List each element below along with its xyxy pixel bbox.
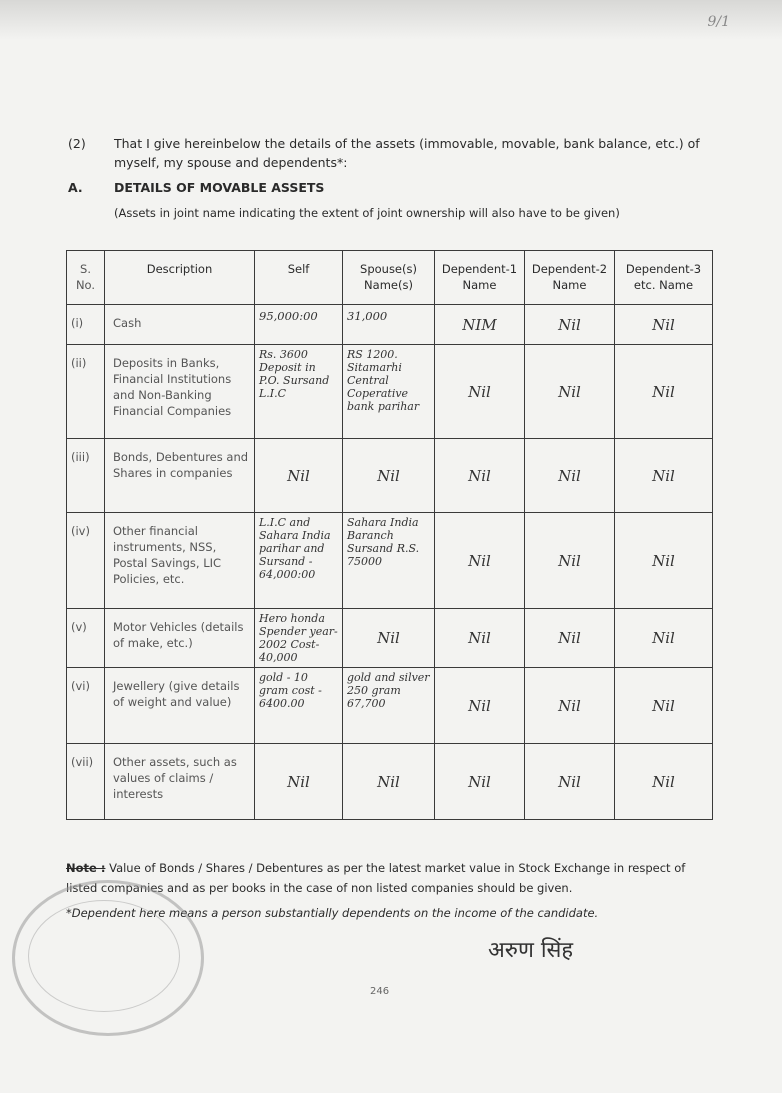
row-self: Nil (255, 744, 343, 820)
row-sno: (ii) (67, 345, 105, 439)
row-sno: (v) (67, 609, 105, 668)
row-dependent-1: NIM (435, 305, 525, 345)
row-dependent-2: Nil (525, 345, 615, 439)
header-dependent-3: Dependent-3 etc. Name (615, 251, 713, 305)
row-description: Other financial instruments, NSS, Postal Savings, LIC Policies, etc. (105, 513, 255, 609)
row-description: Cash (105, 305, 255, 345)
header-dependent-1: Dependent-1 Name (435, 251, 525, 305)
row-description: Bonds, Debentures and Shares in companies (105, 439, 255, 513)
row-dependent-3: Nil (615, 668, 713, 744)
signature: अरुण सिंह (488, 938, 574, 963)
row-dependent-1: Nil (435, 609, 525, 668)
row-dependent-3: Nil (615, 345, 713, 439)
intro-number: (2) (68, 136, 86, 151)
note-label: Note : (66, 861, 106, 875)
header-dependent-2: Dependent-2 Name (525, 251, 615, 305)
header-description: Description (105, 251, 255, 305)
row-dependent-3: Nil (615, 513, 713, 609)
row-description: Motor Vehicles (details of make, etc.) (105, 609, 255, 668)
row-sno: (iv) (67, 513, 105, 609)
row-description: Jewellery (give details of weight and value) (105, 668, 255, 744)
table-row (67, 668, 713, 744)
note (66, 858, 716, 898)
row-dependent-1: Nil (435, 345, 525, 439)
row-spouse: Sahara India Baranch Sursand R.S. 75000 (343, 513, 435, 609)
row-description: Deposits in Banks, Financial Institutions and Non-Banking Financial Companies (105, 345, 255, 439)
row-dependent-2: Nil (525, 439, 615, 513)
scan-shadow (0, 0, 782, 40)
header-spouse: Spouse(s) Name(s) (343, 251, 435, 305)
row-dependent-3: Nil (615, 305, 713, 345)
note-text: Value of Bonds / Shares / Debentures as per the latest market value in Stock Exchange in respect of listed companies and as per books in the case of non listed companies should be given. (66, 861, 686, 895)
table-row (67, 439, 713, 513)
section-subtitle: (Assets in joint name indicating the extent of joint ownership will also have to be given) (114, 206, 620, 220)
table-row (67, 305, 713, 345)
row-dependent-3: Nil (615, 439, 713, 513)
table-row (67, 744, 713, 820)
row-spouse: 31,000 (343, 305, 435, 345)
table-row (67, 345, 713, 439)
row-dependent-2: Nil (525, 513, 615, 609)
row-spouse: Nil (343, 609, 435, 668)
row-spouse: RS 1200. Sitamarhi Central Coperative bank parihar (343, 345, 435, 439)
row-self: L.I.C and Sahara India parihar and Sursand - 64,000:00 (255, 513, 343, 609)
official-stamp-inner-ring (28, 900, 180, 1012)
header-sno: S. No. (67, 251, 105, 305)
row-dependent-1: Nil (435, 439, 525, 513)
corner-mark: 9/1 (707, 14, 730, 30)
table-row (67, 513, 713, 609)
row-self: gold - 10 gram cost - 6400.00 (255, 668, 343, 744)
row-sno: (iii) (67, 439, 105, 513)
intro-text: That I give hereinbelow the details of the assets (immovable, movable, bank balance, etc.) of myself, my spouse and dependents*: (114, 136, 700, 170)
row-dependent-3: Nil (615, 744, 713, 820)
row-dependent-1: Nil (435, 744, 525, 820)
row-dependent-2: Nil (525, 305, 615, 345)
row-spouse: Nil (343, 744, 435, 820)
row-dependent-2: Nil (525, 744, 615, 820)
row-self: 95,000:00 (255, 305, 343, 345)
dependent-footnote: *Dependent here means a person substantially dependents on the income of the candidate. (66, 906, 599, 920)
row-dependent-1: Nil (435, 668, 525, 744)
row-spouse: Nil (343, 439, 435, 513)
table-row (67, 609, 713, 668)
table-header-row (67, 251, 713, 305)
row-description: Other assets, such as values of claims / interests (105, 744, 255, 820)
row-sno: (i) (67, 305, 105, 345)
movable-assets-table (66, 250, 713, 820)
header-self: Self (255, 251, 343, 305)
row-sno: (vi) (67, 668, 105, 744)
row-dependent-2: Nil (525, 609, 615, 668)
section-letter: A. (68, 180, 83, 195)
row-dependent-2: Nil (525, 668, 615, 744)
row-sno: (vii) (67, 744, 105, 820)
row-dependent-1: Nil (435, 513, 525, 609)
section-title: DETAILS OF MOVABLE ASSETS (114, 180, 325, 195)
row-self: Rs. 3600 Deposit in P.O. Sursand L.I.C (255, 345, 343, 439)
page-number: 246 (370, 986, 390, 997)
row-dependent-3: Nil (615, 609, 713, 668)
row-spouse: gold and silver 250 gram 67,700 (343, 668, 435, 744)
row-self: Hero honda Spender year-2002 Cost-40,000 (255, 609, 343, 668)
row-self: Nil (255, 439, 343, 513)
